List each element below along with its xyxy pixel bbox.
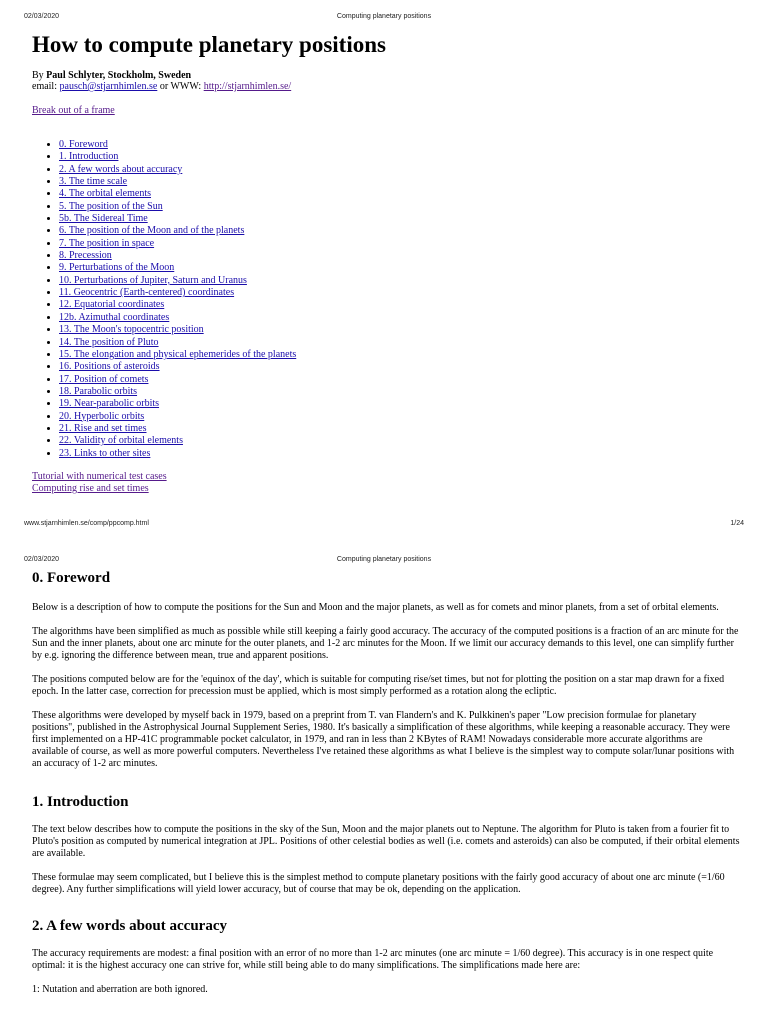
toc-link[interactable]: 15. The elongation and physical ephemerides of the planets: [59, 348, 297, 360]
email-link[interactable]: pausch@stjarnhimlen.se: [59, 81, 158, 92]
toc-item: [59, 411, 742, 423]
toc-link[interactable]: 23. Links to other sites: [59, 447, 151, 459]
toc-link[interactable]: 20. Hyperbolic orbits: [59, 410, 145, 422]
toc-item: [59, 324, 742, 336]
toc-link[interactable]: 14. The position of Pluto: [59, 336, 159, 348]
toc-link[interactable]: 5b. The Sidereal Time: [59, 213, 148, 225]
toc-item: [59, 398, 742, 410]
toc-link[interactable]: 9. Perturbations of the Moon: [59, 262, 175, 274]
toc-item: [59, 287, 742, 299]
extra-links: [32, 471, 742, 495]
toc-link[interactable]: 10. Perturbations of Jupiter, Saturn and Uranus: [59, 274, 247, 286]
toc-item: [59, 201, 742, 213]
paragraph: These formulae may seem complicated, but I believe this is the simplest method to compute planetary positions with the fairly good accuracy of about one arc minute (=1/60 degree). Any further simplifications will yield lower accuracy, but of course that may be ok, depending on the application.: [32, 872, 725, 895]
tutorial-link[interactable]: Tutorial with numerical test cases: [32, 470, 167, 482]
toc-item: [59, 448, 742, 460]
email-label: email:: [32, 81, 60, 92]
toc-item: [59, 423, 742, 435]
toc-link[interactable]: 7. The position in space: [59, 237, 155, 249]
toc-item: [59, 250, 742, 262]
header-title: Computing planetary positions: [336, 556, 432, 563]
toc-link[interactable]: 3. The time scale: [59, 176, 128, 188]
toc-link[interactable]: 17. Position of comets: [59, 373, 149, 385]
toc-item: [59, 213, 742, 225]
toc-link[interactable]: 13. The Moon's topocentric position: [59, 324, 204, 336]
toc-link[interactable]: 4. The orbital elements: [59, 188, 152, 200]
section-heading-foreword: 0. Foreword: [32, 570, 111, 586]
header-title: Computing planetary positions: [336, 13, 432, 20]
toc-item: [59, 188, 742, 200]
author-name: Paul Schlyter, Stockholm, Sweden: [46, 70, 192, 81]
toc-link[interactable]: 12b. Azimuthal coordinates: [59, 311, 170, 323]
toc-link[interactable]: 8. Precession: [59, 250, 112, 262]
toc-item: [59, 312, 742, 324]
toc-link[interactable]: 11. Geocentric (Earth-centered) coordinates: [59, 287, 235, 299]
toc-item: [59, 262, 742, 274]
byline: [32, 70, 742, 92]
toc-link[interactable]: 6. The position of the Moon and of the planets: [59, 225, 245, 237]
header-date: 02/03/2020: [24, 13, 60, 20]
toc-link[interactable]: 21. Rise and set times: [59, 422, 147, 434]
toc-link[interactable]: 1. Introduction: [59, 151, 119, 163]
website-link[interactable]: http://stjarnhimlen.se/: [203, 81, 292, 92]
paragraph: Below is a description of how to compute the positions for the Sun and Moon and the major planets, as well as for comets and minor planets, from a set of orbital elements.: [32, 602, 719, 613]
rise-set-link[interactable]: Computing rise and set times: [32, 482, 149, 494]
section-heading-introduction: 1. Introduction: [32, 794, 129, 810]
paragraph: The positions computed below are for the 'equinox of the day', which is suitable for computing rise/set times, but not for plotting the position on a star map drawn for a fixed epoch. In the latter case, correction for precession must be applied, which is most simply performed as a rotation along the ecliptic.: [32, 674, 725, 697]
toc-link[interactable]: 19. Near-parabolic orbits: [59, 398, 160, 410]
paragraph: These algorithms were developed by myself back in 1979, based on a preprint from T. van Flandern's and K. Pulkkinen's paper "Low precision formulae for planetary positions", published in the Astrophysical Journal Supplement Series, 1980. It's basically a simplification of these algorithms, while keeping a reasonable accuracy. They were first implemented on a HP-41C programmable pocket calculator, in 1979, and ran in less than 2 KBytes of RAM! Nowadays considerable more accurate algorithms are available of course, as well as more powerful computers. Nevertheless I've retained these algorithms as what I believe is the simplest way to compute solar/lunar positions with an accuracy of 1-2 arc minutes.: [32, 710, 735, 769]
title-page: [32, 32, 742, 495]
toc-item: [59, 275, 742, 287]
toc-item: [59, 337, 742, 349]
paragraph: The algorithms have been simplified as much as possible while still keeping a fairly good accuracy. The accuracy of the computed positions is a fraction of an arc minute for the Sun and the inner planets, about one arc minute for the outer planets, and 1-2 arc minutes for the Moon. If we limit our accuracy demands to this level, one can simplify further by e.g. ignoring the difference between mean, true and apparent positions.: [32, 626, 739, 661]
toc-item: [59, 435, 742, 447]
toc-item: [59, 299, 742, 311]
toc-item: [59, 361, 742, 373]
footer-url: www.stjarnhimlen.se/comp/ppcomp.html: [24, 520, 149, 527]
toc-link[interactable]: 18. Parabolic orbits: [59, 385, 138, 397]
toc-item: [59, 349, 742, 361]
break-out-of-frame-link[interactable]: Break out of a frame: [32, 105, 115, 116]
section-heading-accuracy: 2. A few words about accuracy: [32, 918, 227, 934]
www-label: or WWW:: [157, 81, 204, 92]
content-page: [32, 568, 740, 996]
toc-item: [59, 151, 742, 163]
footer-page-number: 1/24: [730, 520, 744, 527]
toc-link[interactable]: 2. A few words about accuracy: [59, 163, 183, 175]
toc-link[interactable]: 5. The position of the Sun: [59, 200, 163, 212]
table-of-contents: [32, 139, 742, 460]
toc-item: [59, 139, 742, 151]
by-prefix: By: [32, 70, 47, 81]
paragraph: The accuracy requirements are modest: a final position with an error of no more than 1-2 arc minutes (one arc minute = 1/60 degree). This accuracy is in one respect quite optimal: it is the highest accuracy one can strive for, while still being able to do many simplifications. The simplifications made here are:: [32, 948, 714, 971]
paragraph: The text below describes how to compute the positions in the sky of the Sun, Moon and the major planets out to Neptune. The algorithm for Pluto is taken from a fourier fit to Pluto's position as computed by numerical integration at JPL. Positions of other celestial bodies as well (i.e. comets and asteroids) can also be computed, if their orbital elements are available.: [32, 824, 740, 859]
toc-item: [59, 164, 742, 176]
toc-link[interactable]: 16. Positions of asteroids: [59, 361, 160, 373]
toc-item: [59, 176, 742, 188]
document-title: How to compute planetary positions: [32, 32, 386, 57]
header-date: 02/03/2020: [24, 556, 60, 563]
paragraph: 1: Nutation and aberration are both ignored.: [32, 984, 208, 995]
toc-item: [59, 374, 742, 386]
toc-link[interactable]: 12. Equatorial coordinates: [59, 299, 165, 311]
toc-link[interactable]: 0. Foreword: [59, 139, 108, 150]
toc-link[interactable]: 22. Validity of orbital elements: [59, 435, 183, 447]
toc-item: [59, 225, 742, 237]
toc-item: [59, 238, 742, 250]
toc-item: [59, 386, 742, 398]
